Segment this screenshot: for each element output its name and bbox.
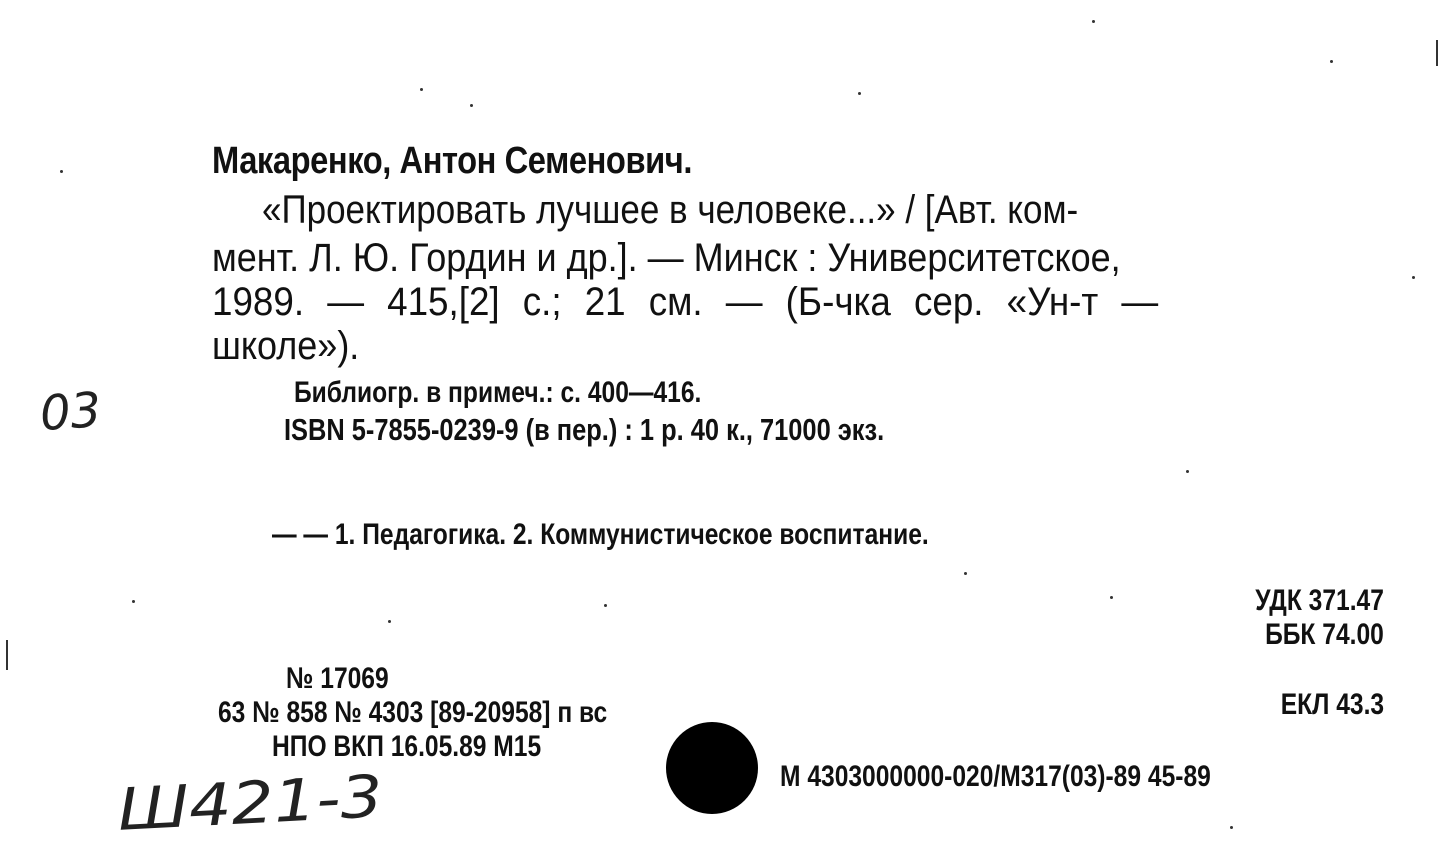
- scan-speck: [470, 104, 473, 107]
- npo-line: НПО ВКП 16.05.89 М15: [272, 730, 542, 763]
- scan-speck: [858, 92, 861, 95]
- udk-code: УДК 371.47: [1255, 584, 1384, 617]
- author-heading: Макаренко, Антон Семенович.: [212, 140, 692, 182]
- scan-speck: [132, 600, 135, 603]
- classification-code: М 4303000000-020/М317(03)-89 45-89: [780, 760, 1211, 793]
- handwritten-mark-top: 03: [38, 381, 103, 443]
- subject-headings: — — 1. Педагогика. 2. Коммунистическое воспитание.: [272, 518, 929, 551]
- scan-speck: [1412, 276, 1415, 279]
- scan-speck: [388, 620, 391, 623]
- scan-speck: [964, 572, 967, 575]
- ekl-code: ЕКЛ 43.3: [1280, 688, 1384, 721]
- title-line-2: мент. Л. Ю. Гордин и др.]. — Минск : Университетское,: [212, 236, 1121, 280]
- isbn-line: ISBN 5-7855-0239-9 (в пер.) : 1 р. 40 к., 71000 экз.: [284, 412, 885, 447]
- title-line-4: школе»).: [212, 324, 360, 368]
- order-line: 63 № 858 № 4303 [89-20958] п вс: [218, 696, 608, 729]
- scan-speck: [60, 170, 63, 173]
- scan-speck: [604, 604, 607, 607]
- scan-speck: [1230, 826, 1233, 829]
- title-line-3: 1989. — 415,[2] с.; 21 см. — (Б-чка сер. «Ун-т —: [212, 280, 1159, 324]
- handwritten-mark-bottom: Ш421-3: [116, 762, 385, 844]
- scan-edge-mark: [6, 640, 8, 670]
- bbk-code: ББК 74.00: [1265, 618, 1384, 651]
- card-number: № 17069: [286, 662, 389, 695]
- scan-speck: [1092, 20, 1095, 23]
- scan-speck: [1330, 60, 1333, 63]
- scan-edge-mark: [1436, 40, 1438, 66]
- punch-hole: [666, 722, 758, 814]
- scan-speck: [420, 88, 423, 91]
- scan-speck: [1110, 596, 1113, 599]
- bibliography-note: Библиогр. в примеч.: с. 400—416.: [294, 376, 702, 409]
- title-line-1: «Проектировать лучшее в человеке...» / [Авт. ком-: [262, 188, 1079, 232]
- scan-speck: [1186, 470, 1189, 473]
